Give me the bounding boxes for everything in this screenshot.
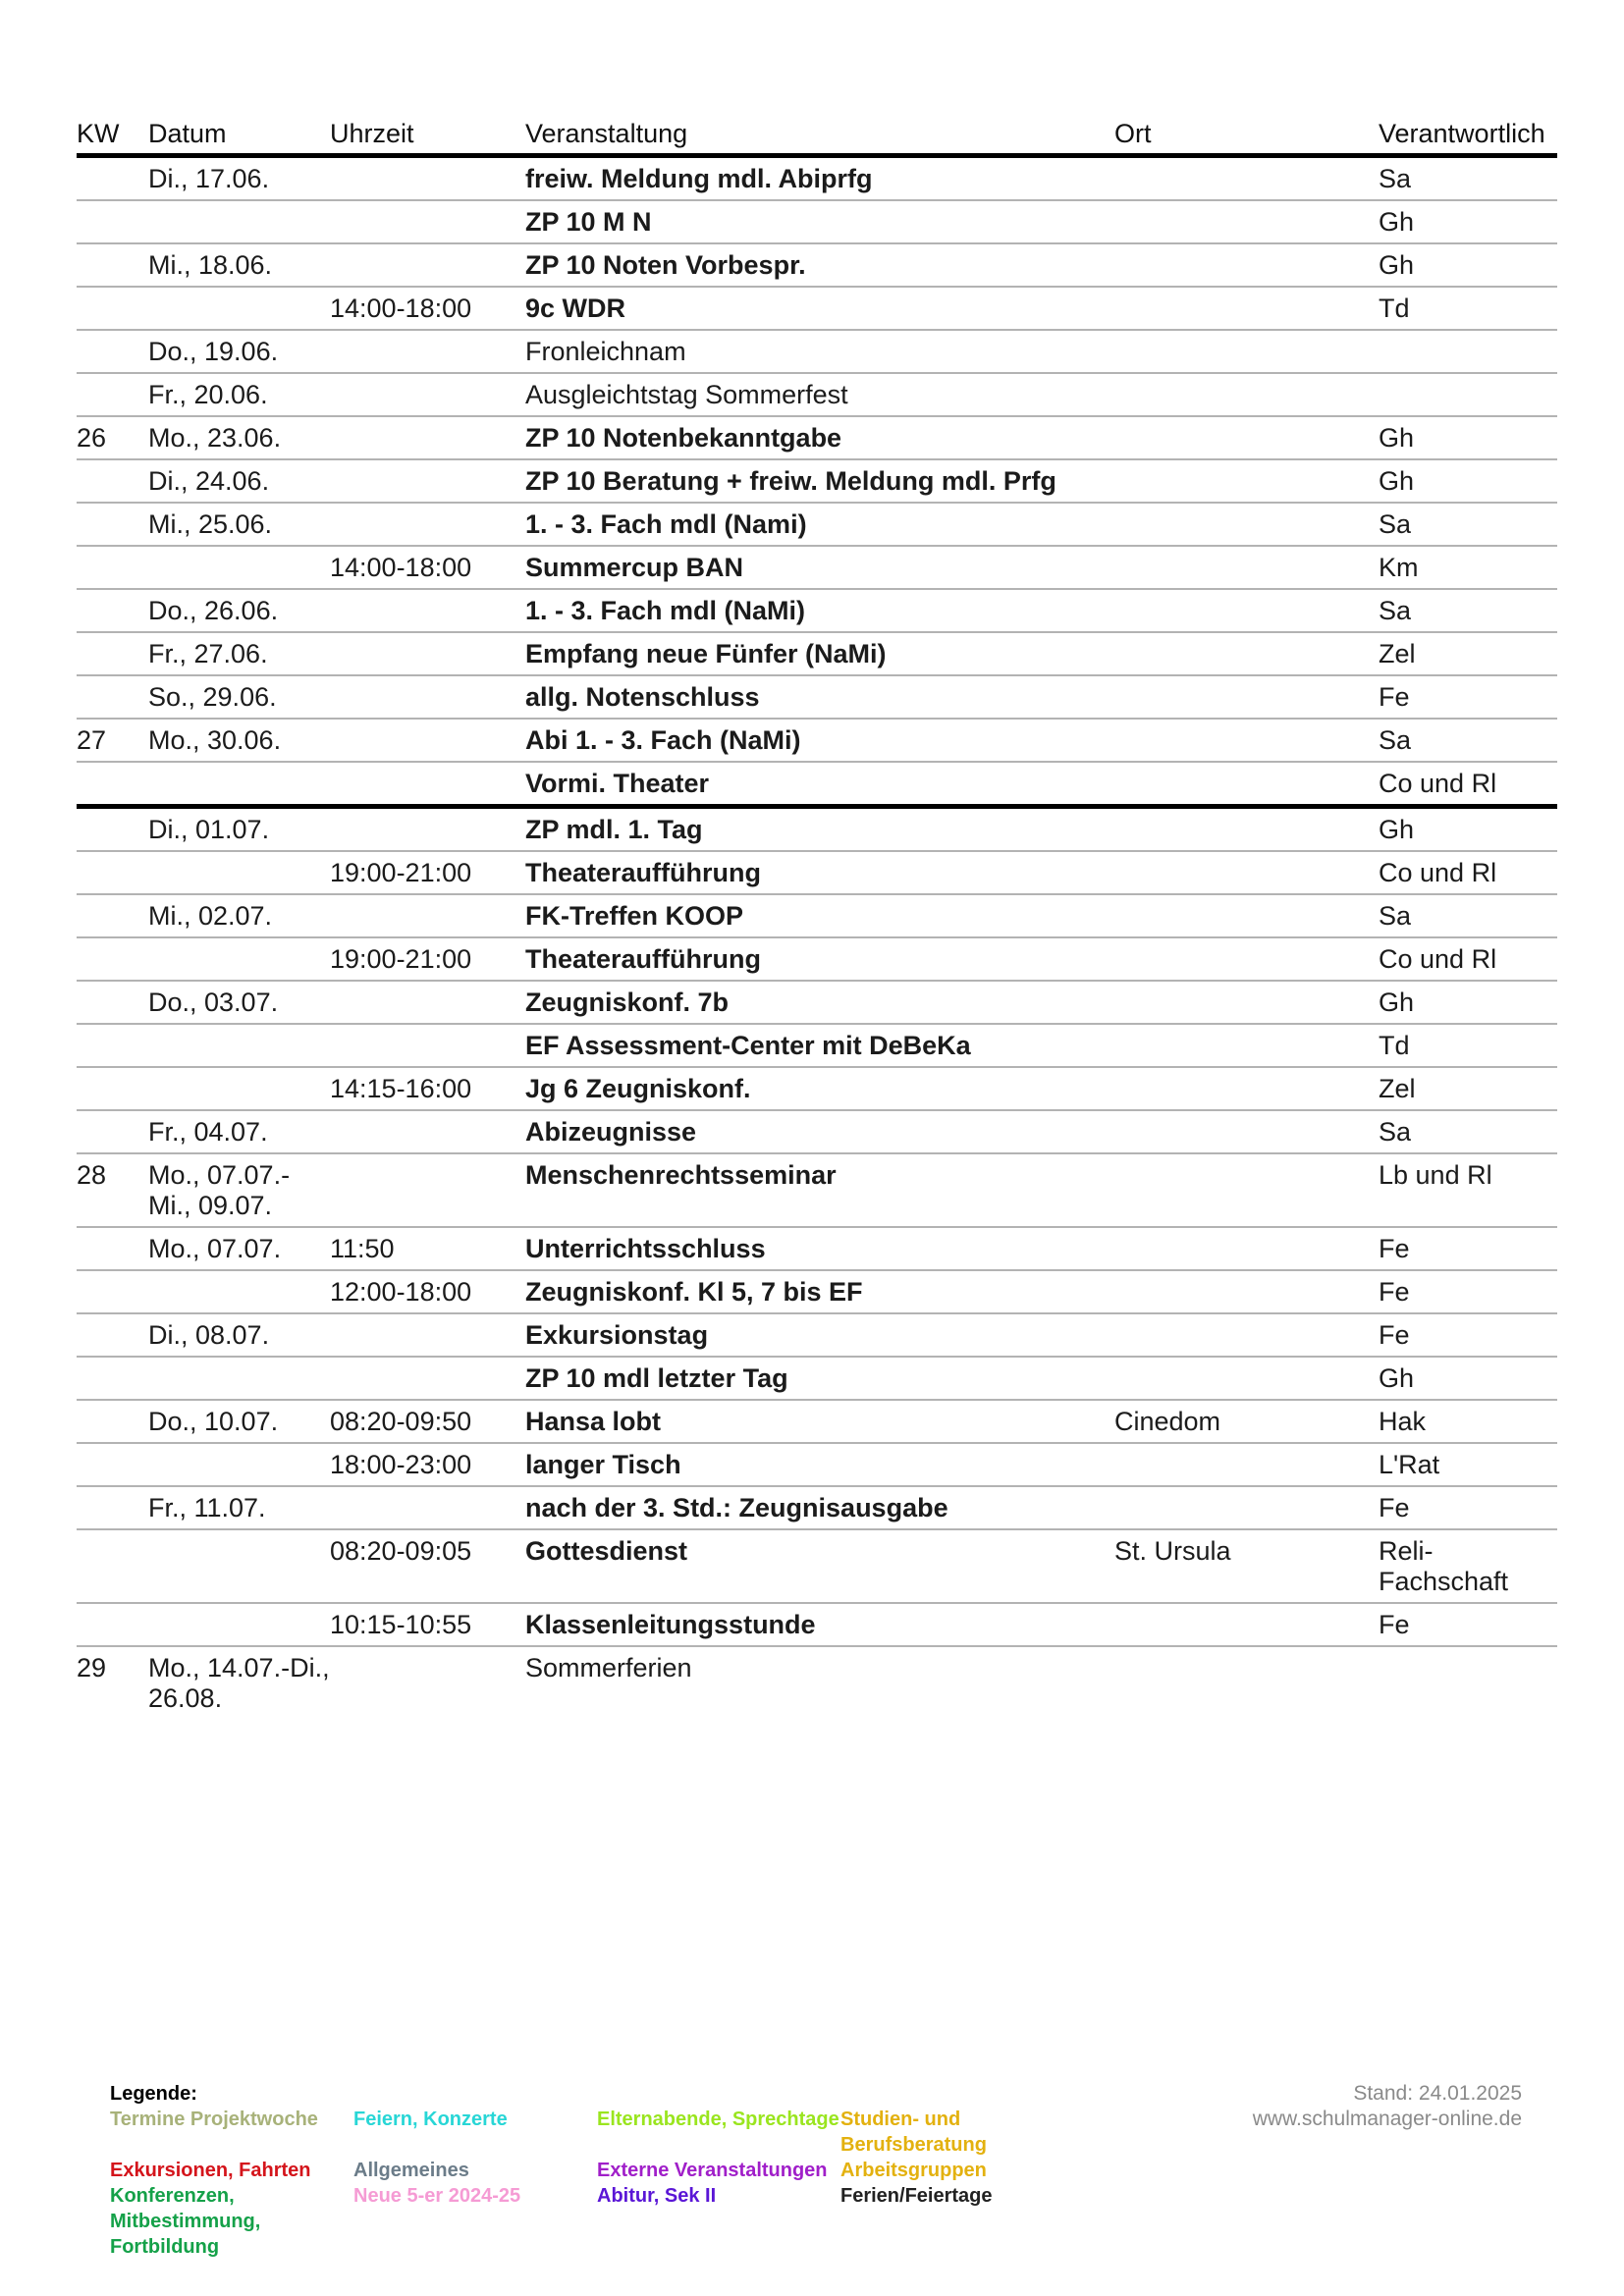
- cell-veranstaltung: Vormi. Theater: [525, 762, 1114, 807]
- cell-datum: Fr., 04.07.: [148, 1110, 330, 1153]
- cell-kw: 26: [77, 416, 148, 459]
- cell-kw: [77, 503, 148, 546]
- table-row: [77, 1270, 1557, 1313]
- cell-datum: Di., 01.07.: [148, 807, 330, 852]
- table-row: [77, 1529, 1557, 1603]
- cell-datum: [148, 1443, 330, 1486]
- cell-ort: [1114, 675, 1379, 719]
- cell-uhrzeit: 08:20-09:50: [330, 1400, 525, 1443]
- cell-ort: [1114, 894, 1379, 937]
- cell-kw: [77, 1400, 148, 1443]
- cell-uhrzeit: 14:00-18:00: [330, 546, 525, 589]
- table-row: [77, 1067, 1557, 1110]
- legend-item: Feiern, Konzerte: [353, 2109, 508, 2130]
- cell-datum: Di., 24.06.: [148, 459, 330, 503]
- legend-title: Legende:: [110, 2083, 197, 2105]
- table-row: [77, 675, 1557, 719]
- cell-verantwortlich: Lb und Rl: [1379, 1153, 1557, 1227]
- table-row: [77, 200, 1557, 243]
- table-row: [77, 894, 1557, 937]
- cell-verantwortlich: Co und Rl: [1379, 851, 1557, 894]
- header-ort: Ort: [1114, 114, 1379, 156]
- cell-verantwortlich: Zel: [1379, 1067, 1557, 1110]
- cell-uhrzeit: 19:00-21:00: [330, 937, 525, 981]
- stand-date: Stand: 24.01.2025: [1353, 2082, 1522, 2105]
- cell-kw: [77, 1227, 148, 1270]
- cell-veranstaltung: Empfang neue Fünfer (NaMi): [525, 632, 1114, 675]
- cell-datum: Mo., 23.06.: [148, 416, 330, 459]
- table-row: [77, 807, 1557, 852]
- cell-uhrzeit: [330, 1313, 525, 1357]
- cell-veranstaltung: Gottesdienst: [525, 1529, 1114, 1603]
- cell-verantwortlich: Hak: [1379, 1400, 1557, 1443]
- cell-uhrzeit: [330, 200, 525, 243]
- cell-veranstaltung: Theateraufführung: [525, 937, 1114, 981]
- cell-datum: Do., 03.07.: [148, 981, 330, 1024]
- cell-ort: [1114, 243, 1379, 287]
- cell-verantwortlich: Gh: [1379, 459, 1557, 503]
- cell-ort: [1114, 937, 1379, 981]
- cell-veranstaltung: 1. - 3. Fach mdl (NaMi): [525, 589, 1114, 632]
- cell-uhrzeit: [330, 1357, 525, 1400]
- cell-verantwortlich: [1379, 1646, 1557, 1719]
- cell-ort: [1114, 459, 1379, 503]
- cell-ort: [1114, 632, 1379, 675]
- cell-kw: [77, 1313, 148, 1357]
- legend-item: Elternabende, Sprechtage: [597, 2109, 839, 2130]
- cell-verantwortlich: Gh: [1379, 200, 1557, 243]
- cell-uhrzeit: 18:00-23:00: [330, 1443, 525, 1486]
- cell-uhrzeit: [330, 416, 525, 459]
- cell-verantwortlich: Sa: [1379, 156, 1557, 201]
- cell-uhrzeit: [330, 632, 525, 675]
- cell-uhrzeit: 14:15-16:00: [330, 1067, 525, 1110]
- header-datum: Datum: [148, 114, 330, 156]
- cell-ort: [1114, 762, 1379, 807]
- cell-uhrzeit: [330, 503, 525, 546]
- table-row: [77, 1603, 1557, 1646]
- table-row: [77, 1227, 1557, 1270]
- cell-ort: [1114, 373, 1379, 416]
- legend-item: Ferien/Feiertage: [840, 2185, 993, 2207]
- cell-veranstaltung: Zeugniskonf. Kl 5, 7 bis EF: [525, 1270, 1114, 1313]
- cell-ort: [1114, 416, 1379, 459]
- cell-kw: [77, 156, 148, 201]
- cell-uhrzeit: [330, 243, 525, 287]
- cell-veranstaltung: Sommerferien: [525, 1653, 692, 1682]
- table-row: [77, 1486, 1557, 1529]
- cell-ort: [1114, 546, 1379, 589]
- cell-uhrzeit: [330, 373, 525, 416]
- cell-veranstaltung: Summercup BAN: [525, 546, 1114, 589]
- table-row: [77, 546, 1557, 589]
- cell-datum: Do., 19.06.: [148, 330, 330, 373]
- table-row: [77, 1357, 1557, 1400]
- cell-verantwortlich: Gh: [1379, 1357, 1557, 1400]
- table-row: [77, 1646, 1557, 1719]
- cell-uhrzeit: [330, 762, 525, 807]
- cell-veranstaltung: 1. - 3. Fach mdl (Nami): [525, 503, 1114, 546]
- cell-verantwortlich: Sa: [1379, 719, 1557, 762]
- cell-datum: [148, 1024, 330, 1067]
- cell-ort: [1114, 1646, 1379, 1719]
- cell-veranstaltung: Exkursionstag: [525, 1313, 1114, 1357]
- cell-ort: [1114, 1227, 1379, 1270]
- table-row: [77, 416, 1557, 459]
- cell-veranstaltung: EF Assessment-Center mit DeBeKa: [525, 1024, 1114, 1067]
- cell-veranstaltung: Theateraufführung: [525, 851, 1114, 894]
- cell-kw: [77, 1067, 148, 1110]
- cell-verantwortlich: Fe: [1379, 1486, 1557, 1529]
- cell-verantwortlich: Td: [1379, 287, 1557, 330]
- table-row: [77, 1313, 1557, 1357]
- cell-uhrzeit: 08:20-09:05: [330, 1529, 525, 1603]
- cell-kw: [77, 1486, 148, 1529]
- legend-item: Arbeitsgruppen: [840, 2160, 987, 2181]
- cell-veranstaltung: ZP 10 Beratung + freiw. Meldung mdl. Prfg: [525, 459, 1114, 503]
- cell-veranstaltung: Klassenleitungsstunde: [525, 1603, 1114, 1646]
- cell-datum: [148, 1270, 330, 1313]
- cell-kw: [77, 589, 148, 632]
- table-row: [77, 459, 1557, 503]
- cell-kw: [77, 807, 148, 852]
- table-row: [77, 719, 1557, 762]
- cell-ort: [1114, 287, 1379, 330]
- table-row: [77, 373, 1557, 416]
- cell-kw: [77, 1024, 148, 1067]
- cell-verantwortlich: [1379, 373, 1557, 416]
- cell-kw: [77, 459, 148, 503]
- cell-veranstaltung: nach der 3. Std.: Zeugnisausgabe: [525, 1486, 1114, 1529]
- cell-verantwortlich: Sa: [1379, 894, 1557, 937]
- cell-uhrzeit: [330, 719, 525, 762]
- cell-datum: Mo., 30.06.: [148, 719, 330, 762]
- cell-ort: [1114, 1357, 1379, 1400]
- cell-kw: [77, 1110, 148, 1153]
- cell-verantwortlich: Fe: [1379, 1313, 1557, 1357]
- cell-ort: [1114, 981, 1379, 1024]
- cell-kw: [77, 330, 148, 373]
- cell-kw: [77, 894, 148, 937]
- cell-ort: [1114, 1313, 1379, 1357]
- table-row: [77, 851, 1557, 894]
- cell-ort: [1114, 1443, 1379, 1486]
- header-veranstaltung: Veranstaltung: [525, 114, 1114, 156]
- cell-veranstaltung: Unterrichtsschluss: [525, 1227, 1114, 1270]
- table-row: [77, 1024, 1557, 1067]
- table-row: [77, 1400, 1557, 1443]
- cell-veranstaltung: ZP 10 Noten Vorbespr.: [525, 243, 1114, 287]
- cell-kw: [77, 546, 148, 589]
- cell-verantwortlich: Reli-Fachschaft: [1379, 1529, 1557, 1603]
- footer-info: [1253, 2081, 1522, 2132]
- cell-datum: [148, 200, 330, 243]
- table-row: [77, 243, 1557, 287]
- cell-ort: [1114, 1270, 1379, 1313]
- cell-datum: So., 29.06.: [148, 675, 330, 719]
- cell-veranstaltung: 9c WDR: [525, 287, 1114, 330]
- cell-datum: [148, 1603, 330, 1646]
- cell-datum: [148, 546, 330, 589]
- cell-veranstaltung: langer Tisch: [525, 1443, 1114, 1486]
- cell-uhrzeit: [330, 1153, 525, 1227]
- cell-veranstaltung: Ausgleichtstag Sommerfest: [525, 373, 1114, 416]
- cell-datum: Fr., 27.06.: [148, 632, 330, 675]
- table-row: [77, 589, 1557, 632]
- cell-uhrzeit: [330, 807, 525, 852]
- cell-kw: [77, 675, 148, 719]
- cell-uhrzeit: [330, 1024, 525, 1067]
- cell-uhrzeit: [330, 675, 525, 719]
- legend-item: Exkursionen, Fahrten: [110, 2160, 311, 2181]
- cell-veranstaltung: ZP 10 Notenbekanntgabe: [525, 416, 1114, 459]
- cell-uhrzeit: [330, 459, 525, 503]
- cell-datum: Do., 26.06.: [148, 589, 330, 632]
- cell-verantwortlich: Sa: [1379, 503, 1557, 546]
- cell-kw: 27: [77, 719, 148, 762]
- table-header-row: [77, 114, 1557, 156]
- cell-datum: [148, 851, 330, 894]
- cell-uhrzeit: [330, 894, 525, 937]
- table-row: [77, 981, 1557, 1024]
- header-uhrzeit: Uhrzeit: [330, 114, 525, 156]
- cell-kw: [77, 373, 148, 416]
- cell-uhrzeit: [330, 1110, 525, 1153]
- cell-veranstaltung: ZP 10 mdl letzter Tag: [525, 1357, 1114, 1400]
- legend-item: Allgemeines: [353, 2160, 469, 2181]
- cell-verantwortlich: Km: [1379, 546, 1557, 589]
- cell-verantwortlich: Zel: [1379, 632, 1557, 675]
- cell-ort: [1114, 1110, 1379, 1153]
- cell-ort: [1114, 807, 1379, 852]
- cell-uhrzeit: [330, 330, 525, 373]
- cell-veranstaltung: allg. Notenschluss: [525, 675, 1114, 719]
- cell-kw: [77, 762, 148, 807]
- cell-uhrzeit: [330, 589, 525, 632]
- cell-ort: [1114, 1486, 1379, 1529]
- cell-verantwortlich: Gh: [1379, 981, 1557, 1024]
- cell-ort: [1114, 1603, 1379, 1646]
- legend-item: Konferenzen, Mitbestimmung, Fortbildung: [110, 2185, 261, 2258]
- cell-verantwortlich: Co und Rl: [1379, 937, 1557, 981]
- table-row: [77, 156, 1557, 201]
- legend-item: Neue 5-er 2024-25: [353, 2185, 521, 2207]
- cell-kw: [77, 1357, 148, 1400]
- cell-verantwortlich: Fe: [1379, 1270, 1557, 1313]
- schedule-body: [77, 156, 1557, 1720]
- table-row: [77, 762, 1557, 807]
- cell-datum: Di., 17.06.: [148, 156, 330, 201]
- cell-veranstaltung: Hansa lobt: [525, 1400, 1114, 1443]
- table-row: [77, 1443, 1557, 1486]
- cell-verantwortlich: Sa: [1379, 1110, 1557, 1153]
- cell-verantwortlich: Td: [1379, 1024, 1557, 1067]
- cell-ort: [1114, 1067, 1379, 1110]
- cell-veranstaltung: FK-Treffen KOOP: [525, 894, 1114, 937]
- cell-kw: 28: [77, 1153, 148, 1227]
- cell-kw: [77, 243, 148, 287]
- cell-uhrzeit: [330, 1486, 525, 1529]
- cell-ort: [1114, 851, 1379, 894]
- cell-ort: Cinedom: [1114, 1400, 1379, 1443]
- header-kw: KW: [77, 114, 148, 156]
- cell-uhrzeit: [330, 156, 525, 201]
- cell-verantwortlich: Co und Rl: [1379, 762, 1557, 807]
- cell-kw: [77, 1443, 148, 1486]
- cell-veranstaltung: Zeugniskonf. 7b: [525, 981, 1114, 1024]
- cell-uhrzeit: [330, 1646, 525, 1719]
- cell-kw: [77, 937, 148, 981]
- cell-veranstaltung: Jg 6 Zeugniskonf.: [525, 1067, 1114, 1110]
- table-row: [77, 1110, 1557, 1153]
- legend-item: Externe Veranstaltungen: [597, 2160, 828, 2181]
- cell-kw: [77, 1270, 148, 1313]
- cell-verantwortlich: Sa: [1379, 589, 1557, 632]
- cell-kw: [77, 981, 148, 1024]
- cell-datum: Fr., 20.06.: [148, 373, 330, 416]
- header-verantwortlich: Verantwortlich: [1379, 114, 1557, 156]
- cell-veranstaltung: ZP mdl. 1. Tag: [525, 807, 1114, 852]
- table-row: [77, 330, 1557, 373]
- legend-item: Abitur, Sek II: [597, 2185, 717, 2207]
- table-row: [77, 287, 1557, 330]
- cell-datum: [148, 762, 330, 807]
- table-row: [77, 937, 1557, 981]
- cell-datum: Mi., 18.06.: [148, 243, 330, 287]
- cell-ort: [1114, 200, 1379, 243]
- source-url: www.schulmanager-online.de: [1252, 2108, 1522, 2130]
- cell-kw: 29: [77, 1653, 107, 1682]
- cell-uhrzeit: [330, 981, 525, 1024]
- cell-datum: Mo., 07.07.-Mi., 09.07.: [148, 1153, 330, 1227]
- cell-datum: Di., 08.07.: [148, 1313, 330, 1357]
- legend-item: Termine Projektwoche: [110, 2109, 318, 2130]
- cell-verantwortlich: Fe: [1379, 675, 1557, 719]
- cell-datum: Do., 10.07.: [148, 1400, 330, 1443]
- cell-uhrzeit: 11:50: [330, 1227, 525, 1270]
- table-row: [77, 503, 1557, 546]
- cell-kw: [77, 1603, 148, 1646]
- cell-ort: [1114, 503, 1379, 546]
- cell-datum: [148, 1067, 330, 1110]
- table-row: [77, 632, 1557, 675]
- cell-ort: [1114, 330, 1379, 373]
- cell-datum: Mo., 07.07.: [148, 1227, 330, 1270]
- table-row: [77, 1153, 1557, 1227]
- cell-ort: [1114, 589, 1379, 632]
- cell-veranstaltung: Abizeugnisse: [525, 1110, 1114, 1153]
- cell-uhrzeit: 12:00-18:00: [330, 1270, 525, 1313]
- cell-kw: [77, 632, 148, 675]
- cell-uhrzeit: 10:15-10:55: [330, 1603, 525, 1646]
- cell-verantwortlich: [1379, 330, 1557, 373]
- legend: [110, 2081, 1092, 2260]
- cell-datum: [148, 937, 330, 981]
- cell-verantwortlich: Fe: [1379, 1227, 1557, 1270]
- cell-ort: [1114, 1153, 1379, 1227]
- cell-veranstaltung: Fronleichnam: [525, 330, 1114, 373]
- cell-datum: Mi., 25.06.: [148, 503, 330, 546]
- cell-kw: [77, 200, 148, 243]
- cell-datum: [148, 1357, 330, 1400]
- schedule-table: [77, 114, 1557, 1719]
- cell-veranstaltung: Menschenrechtsseminar: [525, 1153, 1114, 1227]
- cell-datum: Mo., 14.07.-Di., 26.08.: [148, 1653, 330, 1713]
- cell-verantwortlich: Gh: [1379, 243, 1557, 287]
- cell-datum: Fr., 11.07.: [148, 1486, 330, 1529]
- cell-ort: [1114, 156, 1379, 201]
- cell-ort: [1114, 1024, 1379, 1067]
- cell-veranstaltung: Abi 1. - 3. Fach (NaMi): [525, 719, 1114, 762]
- cell-veranstaltung: freiw. Meldung mdl. Abiprfg: [525, 156, 1114, 201]
- cell-verantwortlich: L'Rat: [1379, 1443, 1557, 1486]
- legend-grid: [110, 2107, 1092, 2260]
- cell-verantwortlich: Fe: [1379, 1603, 1557, 1646]
- legend-item: Studien- und Berufsberatung: [840, 2109, 987, 2156]
- cell-kw: [77, 287, 148, 330]
- cell-kw: [77, 1529, 148, 1603]
- cell-datum: [148, 1529, 330, 1603]
- cell-datum: Mi., 02.07.: [148, 894, 330, 937]
- cell-kw: [77, 851, 148, 894]
- cell-verantwortlich: Gh: [1379, 416, 1557, 459]
- cell-uhrzeit: 14:00-18:00: [330, 287, 525, 330]
- cell-veranstaltung: ZP 10 M N: [525, 200, 1114, 243]
- cell-verantwortlich: Gh: [1379, 807, 1557, 852]
- cell-uhrzeit: 19:00-21:00: [330, 851, 525, 894]
- cell-ort: [1114, 719, 1379, 762]
- cell-ort: St. Ursula: [1114, 1529, 1379, 1603]
- cell-datum: [148, 287, 330, 330]
